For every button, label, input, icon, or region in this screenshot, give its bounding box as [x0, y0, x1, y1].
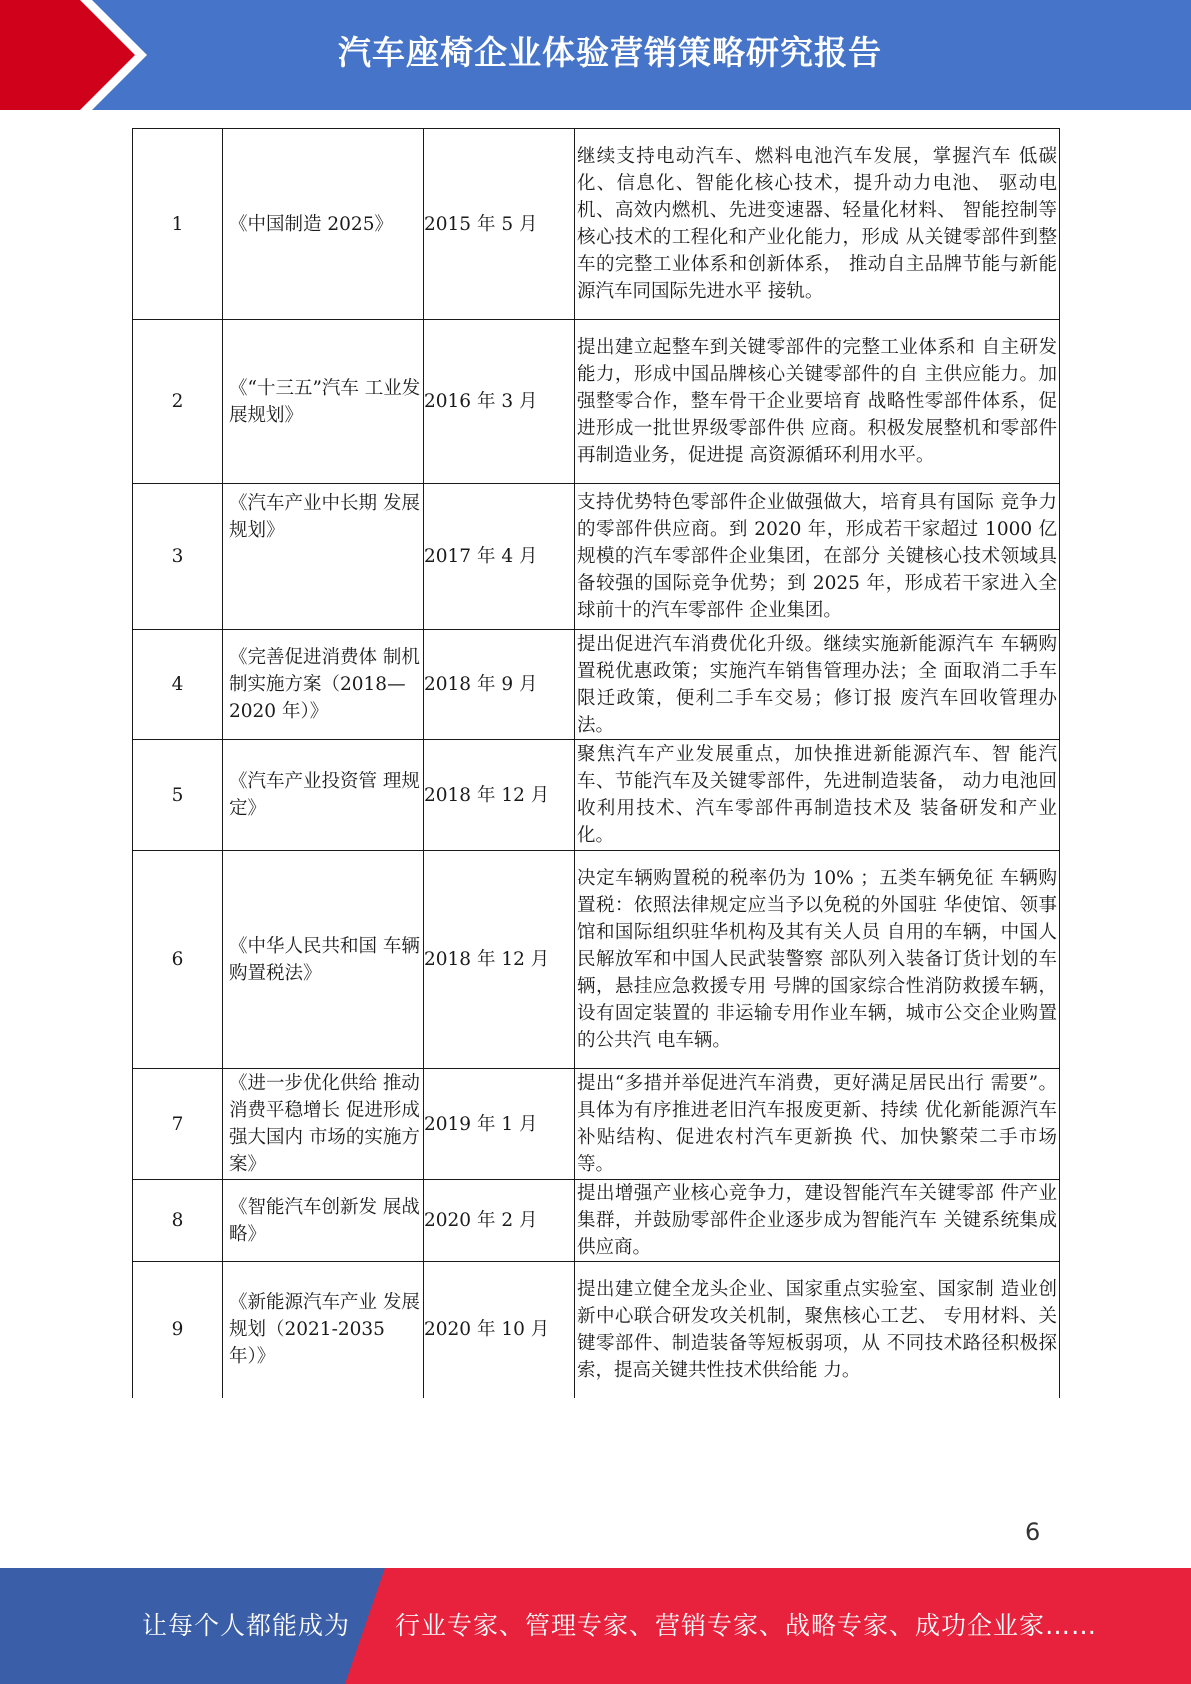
- policy-name: 《“十三五”汽车 工业发展规划》: [223, 320, 424, 484]
- policy-content: 提出建立起整车到关键零部件的完整工业体系和 自主研发能力，形成中国品牌核心关键零部件的自 主供应能力。加强整零合作，整车骨干企业要培育 战略性零部件体系，促进形成一批世界级零部件供 应商。积极发展整机和零部件再制造业务，促进提 高资源循环利用水平。: [575, 320, 1060, 484]
- policy-content: 提出“多措并举促进汽车消费，更好满足居民出行 需要”。具体为有序推进老旧汽车报废更新、持续 优化新能源汽车补贴结构、促进农村汽车更新换 代、加快繁荣二手市场等。: [575, 1069, 1060, 1180]
- policy-name: 《汽车产业投资管 理规定》: [223, 740, 424, 851]
- policy-name: 《完善促进消费体 制机制实施方案（2018—2020 年）》: [223, 630, 424, 740]
- policy-content: 支持优势特色零部件企业做强做大，培育具有国际 竞争力的零部件供应商。到 2020 年，形成若干家超过 1000 亿规模的汽车零部件企业集团，在部分 关键核心技术领域具备较强的国际竞争优势；到 2025 年，形成若干家进入全球前十的汽车零部件 企业集团。: [575, 484, 1060, 630]
- row-number: 5: [133, 740, 223, 851]
- policy-content: 聚焦汽车产业发展重点，加快推进新能源汽车、智 能汽车、节能汽车及关键零部件，先进制造装备， 动力电池回收利用技术、汽车零部件再制造技术及 装备研发和产业化。: [575, 740, 1060, 851]
- row-number: 8: [133, 1180, 223, 1262]
- row-number: 2: [133, 320, 223, 484]
- policy-name: 《新能源汽车产业 发展规划（2021-2035 年）》: [223, 1262, 424, 1398]
- policy-name: 《中华人民共和国 车辆购置税法》: [223, 851, 424, 1069]
- policy-date: 2015 年 5 月: [424, 129, 575, 320]
- table-row: [133, 484, 1060, 630]
- policy-name: 《中国制造 2025》: [223, 129, 424, 320]
- table-row: [133, 851, 1060, 1069]
- policy-date: 2018 年 12 月: [424, 740, 575, 851]
- report-title: 汽车座椅企业体验营销策略研究报告: [338, 33, 882, 72]
- table-row: [133, 740, 1060, 851]
- page-header: [0, 0, 1191, 110]
- policy-content: 提出增强产业核心竞争力，建设智能汽车关键零部 件产业集群，并鼓励零部件企业逐步成为智能汽车 关键系统集成供应商。: [575, 1180, 1060, 1262]
- policy-date: 2018 年 9 月: [424, 630, 575, 740]
- row-number: 1: [133, 129, 223, 320]
- table-row: [133, 1069, 1060, 1180]
- policy-date: 2020 年 2 月: [424, 1180, 575, 1262]
- table-row: [133, 630, 1060, 740]
- policy-content: 提出促进汽车消费优化升级。继续实施新能源汽车 车辆购置税优惠政策；实施汽车销售管理办法；全 面取消二手车限迁政策，便利二手车交易；修订报 废汽车回收管理办法。: [575, 630, 1060, 740]
- policy-content: 继续支持电动汽车、燃料电池汽车发展，掌握汽车 低碳化、信息化、智能化核心技术，提升动力电池、 驱动电机、高效内燃机、先进变速器、轻量化材料、 智能控制等核心技术的工程化和产业化能力，形成 从关键零部件到整车的完整工业体系和创新体系， 推动自主品牌节能与新能源汽车同国际先进水平 接轨。: [575, 129, 1060, 320]
- footer-slogan-left: 让每个人都能成为: [142, 1611, 351, 1640]
- policy-name: 《智能汽车创新发 展战略》: [223, 1180, 424, 1262]
- footer-slogan-right: 行业专家、管理专家、营销专家、战略专家、成功企业家……: [395, 1611, 1098, 1640]
- policy-name: 《进一步优化供给 推动消费平稳增长 促进形成强大国内 市场的实施方案》: [223, 1069, 424, 1180]
- policy-content: 决定车辆购置税的税率仍为 10% ；五类车辆免征 车辆购置税：依照法律规定应当予以免税的外国驻 华使馆、领事馆和国际组织驻华机构及其有关人员 自用的车辆，中国人民解放军和中国人民武装警察 部队列入装备订货计划的车辆，悬挂应急救援专用 号牌的国家综合性消防救援车辆，设有固定装置的 非运输专用作业车辆，城市公交企业购置的公共汽 电车辆。: [575, 851, 1060, 1069]
- policy-date: 2016 年 3 月: [424, 320, 575, 484]
- table-row: [133, 129, 1060, 320]
- policy-table: [132, 128, 1060, 1398]
- policy-date: 2018 年 12 月: [424, 851, 575, 1069]
- policy-date: 2019 年 1 月: [424, 1069, 575, 1180]
- table-row: [133, 1180, 1060, 1262]
- header-arrow-decoration: [0, 0, 150, 110]
- row-number: 3: [133, 484, 223, 630]
- policy-date: 2017 年 4 月: [424, 484, 575, 630]
- row-number: 4: [133, 630, 223, 740]
- row-number: 6: [133, 851, 223, 1069]
- page-footer: [0, 1568, 1191, 1684]
- row-number: 9: [133, 1262, 223, 1398]
- policy-content: 提出建立健全龙头企业、国家重点实验室、国家制 造业创新中心联合研发攻关机制，聚焦核心工艺、 专用材料、关键零部件、制造装备等短板弱项，从 不同技术路径积极探索，提高关键共性技术供给能 力。: [575, 1262, 1060, 1398]
- page-number: 6: [1025, 1518, 1041, 1546]
- policy-date: 2020 年 10 月: [424, 1262, 575, 1398]
- table-row: [133, 320, 1060, 484]
- row-number: 7: [133, 1069, 223, 1180]
- policy-name: 《汽车产业中长期 发展规划》: [223, 484, 424, 630]
- table-row: [133, 1262, 1060, 1398]
